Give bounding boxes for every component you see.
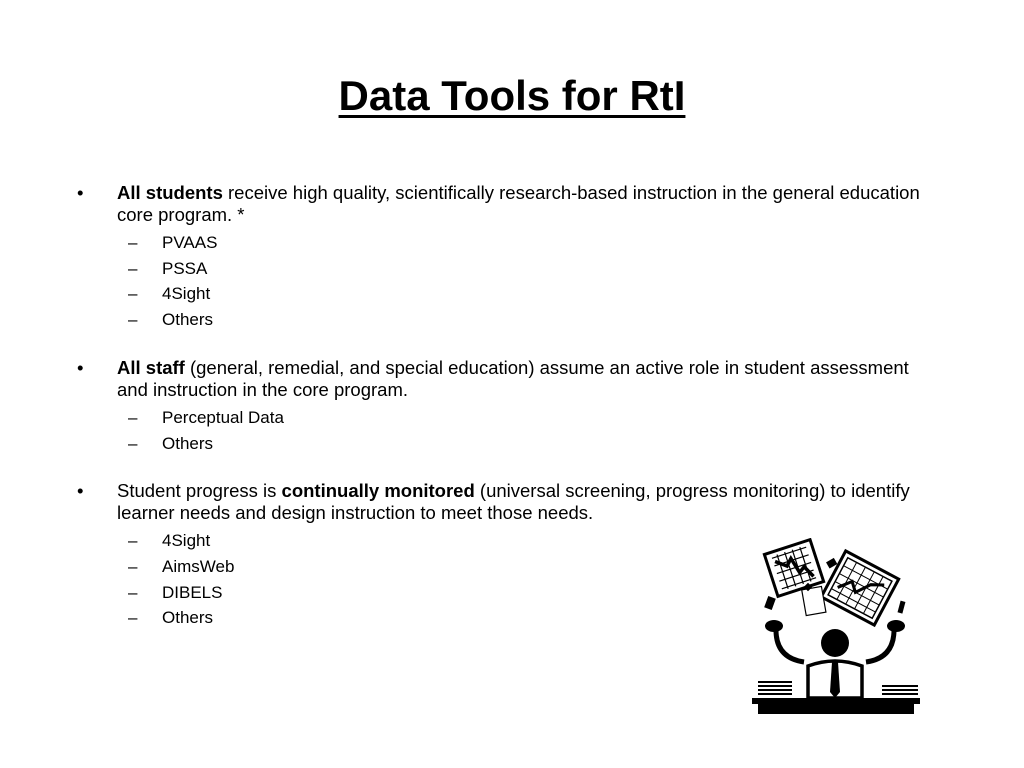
sub-item-label: PSSA bbox=[162, 258, 208, 278]
sub-bullet-marker: – bbox=[128, 233, 138, 252]
sub-bullet-marker: – bbox=[128, 433, 138, 453]
sub-bullet-marker: – bbox=[128, 608, 138, 628]
sub-item-label: Others bbox=[162, 310, 214, 330]
sub-item-label: Others bbox=[162, 608, 214, 628]
sub-item-label: DIBELS bbox=[162, 582, 223, 602]
bullet-all-students bbox=[77, 182, 937, 333]
bullet-marker: • bbox=[77, 356, 84, 378]
person-juggling-charts-icon bbox=[748, 538, 924, 716]
sub-item-perceptual-data bbox=[117, 405, 937, 431]
sub-list bbox=[117, 230, 937, 333]
bullet-prefix-text: Student progress is bbox=[117, 480, 282, 502]
bullet-emphasis-text: continually monitored bbox=[281, 480, 475, 502]
bullet-marker: • bbox=[77, 480, 84, 502]
sub-bullet-marker: – bbox=[128, 284, 138, 304]
sub-item-label: Perceptual Data bbox=[162, 407, 284, 427]
bullet-marker: • bbox=[77, 182, 84, 203]
bullet-body-text: receive high quality, scientifically research-based instruction in the general education core program. * bbox=[117, 182, 920, 225]
sub-item-label: 4Sight bbox=[162, 284, 211, 304]
sub-bullet-marker: – bbox=[128, 407, 138, 427]
sub-item-label: Others bbox=[162, 433, 214, 453]
sub-item-label: PVAAS bbox=[162, 233, 218, 252]
sub-item-label: AimsWeb bbox=[162, 556, 235, 576]
bullet-body-text: (universal screening, progress monitoring) to identify learner needs and design instruction to meet those needs. bbox=[117, 480, 910, 524]
bullet-all-staff bbox=[77, 357, 937, 456]
sub-item-pssa bbox=[117, 256, 937, 282]
bullet-body-text: (general, remedial, and special education) assume an active role in student assessment and instruction in the core program. bbox=[117, 356, 909, 400]
sub-item-others bbox=[117, 307, 937, 333]
sub-bullet-marker: – bbox=[128, 582, 138, 602]
sub-bullet-marker: – bbox=[128, 258, 138, 278]
sub-item-4sight bbox=[117, 281, 937, 307]
sub-item-label: 4Sight bbox=[162, 531, 211, 551]
sub-bullet-marker: – bbox=[128, 531, 138, 551]
sub-bullet-marker: – bbox=[128, 556, 138, 576]
bullet-lead-text: All students bbox=[117, 182, 223, 203]
sub-bullet-marker: – bbox=[128, 310, 138, 330]
slide-title: Data Tools for RtI bbox=[338, 72, 686, 119]
bullet-lead-text: All staff bbox=[117, 356, 185, 378]
sub-item-others bbox=[117, 431, 937, 457]
sub-list bbox=[117, 405, 937, 456]
sub-item-pvaas bbox=[117, 230, 937, 256]
